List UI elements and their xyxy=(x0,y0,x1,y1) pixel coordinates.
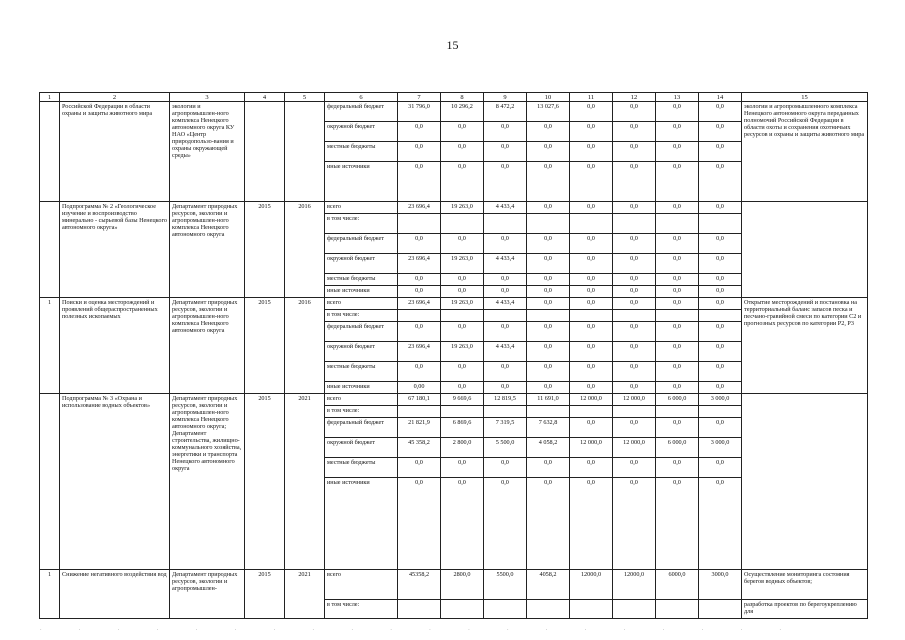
executor: Департамент природных ресурсов, экологии и агропромышлен-ного комплекса Ненецкого автономного округа xyxy=(170,202,245,298)
funding-value: 0,0 xyxy=(656,322,699,342)
funding-value xyxy=(527,214,570,234)
funding-value: 0,0 xyxy=(527,458,570,478)
page-number: 15 xyxy=(446,38,459,52)
funding-value: 4058,2 xyxy=(527,570,570,600)
funding-value: 0,0 xyxy=(570,342,613,362)
funding-source: окружной бюджет xyxy=(325,254,398,274)
funding-value: 12 000,0 xyxy=(570,438,613,458)
funding-source: в том числе: xyxy=(325,406,398,418)
funding-value: 0,0 xyxy=(570,202,613,214)
funding-value: 6000,0 xyxy=(656,570,699,600)
funding-value: 4 433,4 xyxy=(484,202,527,214)
funding-value: 19 263,0 xyxy=(441,202,484,214)
funding-value: 7 319,5 xyxy=(484,418,527,438)
funding-value: 0,0 xyxy=(699,274,742,286)
funding-value xyxy=(398,310,441,322)
funding-value: 0,0 xyxy=(613,286,656,298)
funding-value xyxy=(484,600,527,619)
funding-value: 0,0 xyxy=(656,162,699,202)
funding-value: 12000,0 xyxy=(570,570,613,600)
table-row xyxy=(40,102,868,122)
funding-source: местные бюджеты xyxy=(325,362,398,382)
program-funding-table xyxy=(39,92,868,619)
funding-value: 12000,0 xyxy=(613,570,656,600)
funding-value xyxy=(656,214,699,234)
funding-value xyxy=(699,214,742,234)
column-header: 2 xyxy=(60,93,170,102)
funding-value: 0,0 xyxy=(570,142,613,162)
column-header: 5 xyxy=(285,93,325,102)
column-header: 3 xyxy=(170,93,245,102)
funding-value: 0,0 xyxy=(527,142,570,162)
funding-value: 0,0 xyxy=(699,322,742,342)
funding-value: 0,0 xyxy=(441,142,484,162)
funding-value: 6 869,6 xyxy=(441,418,484,438)
program-name: Подпрограмма № 2 «Геологическое изучение и воспроизводство минерально - сырьевой базы Ненецкого автономного округа» xyxy=(60,202,170,298)
funding-value: 0,0 xyxy=(699,478,742,570)
funding-value: 0,0 xyxy=(699,202,742,214)
funding-value: 19 263,0 xyxy=(441,298,484,310)
funding-value: 0,0 xyxy=(441,362,484,382)
table-row xyxy=(40,394,868,406)
end-year: 2021 xyxy=(285,570,325,619)
funding-value: 0,0 xyxy=(484,234,527,254)
funding-value: 0,0 xyxy=(613,162,656,202)
funding-value xyxy=(699,600,742,619)
funding-value: 0,0 xyxy=(398,274,441,286)
funding-value xyxy=(484,214,527,234)
funding-value: 6 000,0 xyxy=(656,438,699,458)
funding-value: 0,0 xyxy=(656,342,699,362)
funding-value: 0,0 xyxy=(699,122,742,142)
funding-value: 0,0 xyxy=(656,382,699,394)
funding-value: 23 696,4 xyxy=(398,298,441,310)
funding-value: 8 472,2 xyxy=(484,102,527,122)
funding-value: 4 433,4 xyxy=(484,342,527,362)
funding-value: 0,0 xyxy=(527,162,570,202)
funding-value: 0,0 xyxy=(656,234,699,254)
funding-value: 0,0 xyxy=(570,382,613,394)
funding-value: 0,0 xyxy=(613,362,656,382)
funding-source: окружной бюджет xyxy=(325,342,398,362)
funding-source: иные источники xyxy=(325,478,398,570)
funding-value xyxy=(398,600,441,619)
funding-value: 0,0 xyxy=(699,342,742,362)
funding-value: 0,00 xyxy=(398,382,441,394)
funding-value: 0,0 xyxy=(527,322,570,342)
funding-value: 4 433,4 xyxy=(484,298,527,310)
funding-value: 12 000,0 xyxy=(613,438,656,458)
column-header: 10 xyxy=(527,93,570,102)
funding-value xyxy=(441,214,484,234)
funding-value: 0,0 xyxy=(441,274,484,286)
funding-value xyxy=(441,406,484,418)
funding-value: 0,0 xyxy=(699,234,742,254)
funding-source: окружной бюджет xyxy=(325,122,398,142)
column-header: 15 xyxy=(742,93,868,102)
funding-value: 21 821,9 xyxy=(398,418,441,438)
funding-value xyxy=(441,600,484,619)
funding-value: 0,0 xyxy=(613,274,656,286)
funding-value: 0,0 xyxy=(570,362,613,382)
funding-value: 0,0 xyxy=(527,342,570,362)
funding-value: 0,0 xyxy=(398,286,441,298)
executor: Департамент природных ресурсов, экологии и агропромышлен- xyxy=(170,570,245,619)
funding-value xyxy=(613,310,656,322)
program-name: Российской Федерации в области охраны и защиты животного мира xyxy=(60,102,170,202)
end-year: 2016 xyxy=(285,202,325,298)
funding-value: 0,0 xyxy=(570,162,613,202)
funding-value xyxy=(570,310,613,322)
funding-value: 0,0 xyxy=(484,162,527,202)
funding-value xyxy=(398,406,441,418)
funding-value: 0,0 xyxy=(441,122,484,142)
start-year: 2015 xyxy=(245,570,285,619)
funding-value: 0,0 xyxy=(398,142,441,162)
funding-value: 3 000,0 xyxy=(699,438,742,458)
funding-value: 0,0 xyxy=(527,362,570,382)
funding-value: 0,0 xyxy=(699,418,742,438)
funding-value xyxy=(527,406,570,418)
program-name: Подпрограмма № 3 «Охрана и использование водных объектов» xyxy=(60,394,170,570)
expected-result: Открытие месторождений и постановка на территориальный баланс запасов песка и песчано-гравийной смеси по категории С2 и прогнозных ресурсов по категории Р2, Р3 xyxy=(742,298,868,394)
funding-value: 0,0 xyxy=(699,286,742,298)
funding-value: 0,0 xyxy=(484,274,527,286)
expected-result: экологии и агропромышленного комплекса Ненецкого автономного округа переданных полномочий Российской Федерации в области охоты и сохранения охотничьих ресурсов и охраны и защиты животного мира xyxy=(742,102,868,202)
funding-source: иные источники xyxy=(325,286,398,298)
funding-value xyxy=(527,600,570,619)
column-header: 9 xyxy=(484,93,527,102)
funding-value: 7 632,8 xyxy=(527,418,570,438)
funding-value: 2800,0 xyxy=(441,570,484,600)
funding-value: 0,0 xyxy=(484,382,527,394)
funding-value: 23 696,4 xyxy=(398,342,441,362)
funding-value: 0,0 xyxy=(441,322,484,342)
funding-value: 2 800,0 xyxy=(441,438,484,458)
funding-value xyxy=(398,214,441,234)
funding-value: 0,0 xyxy=(527,254,570,274)
funding-value: 0,0 xyxy=(527,382,570,394)
funding-value xyxy=(527,310,570,322)
funding-value: 0,0 xyxy=(398,458,441,478)
funding-value: 0,0 xyxy=(484,286,527,298)
column-header: 11 xyxy=(570,93,613,102)
executor: Департамент природных ресурсов, экологии и агропромышлен-ного комплекса Ненецкого автономного округа xyxy=(170,298,245,394)
funding-value: 0,0 xyxy=(441,478,484,570)
column-header: 1 xyxy=(40,93,60,102)
funding-value: 0,0 xyxy=(656,362,699,382)
footer-marks: · · · · · · · · · · · · · · · · · · · · xyxy=(40,628,800,633)
start-year xyxy=(245,102,285,202)
funding-value: 0,0 xyxy=(527,122,570,142)
funding-source: всего xyxy=(325,570,398,600)
funding-value: 0,0 xyxy=(699,162,742,202)
expected-result: разработка проектов по берегоукреплению для xyxy=(742,600,868,619)
funding-source: местные бюджеты xyxy=(325,142,398,162)
funding-source: в том числе: xyxy=(325,310,398,322)
table-row xyxy=(40,202,868,214)
funding-value: 23 696,4 xyxy=(398,254,441,274)
funding-value: 31 796,0 xyxy=(398,102,441,122)
row-number xyxy=(40,202,60,298)
funding-value: 0,0 xyxy=(613,234,656,254)
funding-value xyxy=(613,214,656,234)
funding-source: иные источники xyxy=(325,382,398,394)
funding-value: 0,0 xyxy=(656,286,699,298)
funding-value: 0,0 xyxy=(484,458,527,478)
funding-value: 12 000,0 xyxy=(570,394,613,406)
funding-value: 0,0 xyxy=(656,274,699,286)
column-header: 8 xyxy=(441,93,484,102)
funding-value: 11 691,0 xyxy=(527,394,570,406)
funding-value: 10 296,2 xyxy=(441,102,484,122)
funding-value: 19 263,0 xyxy=(441,342,484,362)
funding-value: 0,0 xyxy=(398,122,441,142)
funding-value xyxy=(484,310,527,322)
funding-value: 0,0 xyxy=(527,274,570,286)
funding-value: 0,0 xyxy=(656,122,699,142)
expected-result xyxy=(742,202,868,298)
funding-value: 0,0 xyxy=(570,478,613,570)
funding-value: 0,0 xyxy=(527,478,570,570)
column-header: 12 xyxy=(613,93,656,102)
funding-value: 0,0 xyxy=(656,418,699,438)
funding-value: 0,0 xyxy=(656,478,699,570)
funding-value xyxy=(656,600,699,619)
end-year: 2016 xyxy=(285,298,325,394)
start-year: 2015 xyxy=(245,202,285,298)
column-header: 4 xyxy=(245,93,285,102)
program-name: Поиски и оценка месторождений и проявлений общераспространенных полезных ископаемых xyxy=(60,298,170,394)
row-number xyxy=(40,102,60,202)
funding-value: 12 819,5 xyxy=(484,394,527,406)
funding-value: 0,0 xyxy=(613,382,656,394)
funding-value: 0,0 xyxy=(484,362,527,382)
funding-value: 0,0 xyxy=(398,478,441,570)
funding-source: в том числе: xyxy=(325,214,398,234)
funding-value: 0,0 xyxy=(527,234,570,254)
funding-value: 0,0 xyxy=(656,458,699,478)
funding-value: 0,0 xyxy=(441,234,484,254)
funding-source: местные бюджеты xyxy=(325,458,398,478)
funding-value: 0,0 xyxy=(613,254,656,274)
funding-value: 0,0 xyxy=(699,142,742,162)
row-number: 1 xyxy=(40,570,60,619)
funding-value xyxy=(441,310,484,322)
funding-value: 0,0 xyxy=(613,142,656,162)
funding-value: 0,0 xyxy=(441,162,484,202)
funding-value xyxy=(613,600,656,619)
funding-source: всего xyxy=(325,394,398,406)
funding-value: 0,0 xyxy=(613,478,656,570)
funding-value: 0,0 xyxy=(570,234,613,254)
funding-value: 0,0 xyxy=(699,362,742,382)
column-header: 13 xyxy=(656,93,699,102)
funding-value: 5 500,0 xyxy=(484,438,527,458)
funding-value: 0,0 xyxy=(613,342,656,362)
funding-value: 0,0 xyxy=(527,202,570,214)
funding-value: 0,0 xyxy=(398,234,441,254)
funding-value: 0,0 xyxy=(613,102,656,122)
funding-value: 0,0 xyxy=(441,458,484,478)
funding-value: 0,0 xyxy=(656,254,699,274)
funding-value: 5500,0 xyxy=(484,570,527,600)
funding-value xyxy=(699,406,742,418)
funding-value: 0,0 xyxy=(613,202,656,214)
executor: Департамент природных ресурсов, экологии и агропромышлен-ного комплекса Ненецкого автономного округа; Департамент строительства, жилищно-коммунального хозяйства, энергетики и транспорта Ненецкого автономного округа xyxy=(170,394,245,570)
column-header: 7 xyxy=(398,93,441,102)
funding-source: федеральный бюджет xyxy=(325,418,398,438)
funding-value: 0,0 xyxy=(656,142,699,162)
funding-value: 45358,2 xyxy=(398,570,441,600)
funding-value: 0,0 xyxy=(527,286,570,298)
funding-source: федеральный бюджет xyxy=(325,234,398,254)
table-row xyxy=(40,570,868,600)
funding-value: 0,0 xyxy=(613,458,656,478)
funding-source: федеральный бюджет xyxy=(325,322,398,342)
funding-value: 0,0 xyxy=(656,298,699,310)
funding-value: 0,0 xyxy=(656,202,699,214)
funding-value: 0,0 xyxy=(570,322,613,342)
row-number xyxy=(40,394,60,570)
funding-value: 0,0 xyxy=(527,298,570,310)
funding-value: 0,0 xyxy=(484,142,527,162)
funding-value: 0,0 xyxy=(699,254,742,274)
funding-value: 0,0 xyxy=(570,254,613,274)
start-year: 2015 xyxy=(245,394,285,570)
funding-value: 0,0 xyxy=(613,418,656,438)
end-year xyxy=(285,102,325,202)
funding-value: 0,0 xyxy=(570,274,613,286)
funding-value: 0,0 xyxy=(570,458,613,478)
executor: экологии и агропромышлен-ного комплекса Ненецкого автономного округа КУ НАО «Центр природопользо-вания и охраны окружающей среды» xyxy=(170,102,245,202)
funding-source: окружной бюджет xyxy=(325,438,398,458)
funding-value: 0,0 xyxy=(570,286,613,298)
expected-result xyxy=(742,394,868,570)
table-row xyxy=(40,298,868,310)
funding-value xyxy=(656,310,699,322)
column-header: 6 xyxy=(325,93,398,102)
funding-value: 0,0 xyxy=(699,298,742,310)
start-year: 2015 xyxy=(245,298,285,394)
funding-value xyxy=(699,310,742,322)
funding-value: 0,0 xyxy=(699,458,742,478)
funding-value: 4 058,2 xyxy=(527,438,570,458)
funding-value: 67 180,1 xyxy=(398,394,441,406)
funding-value: 3 000,0 xyxy=(699,394,742,406)
funding-value xyxy=(484,406,527,418)
funding-source: в том числе: xyxy=(325,600,398,619)
funding-value xyxy=(656,406,699,418)
funding-value: 0,0 xyxy=(441,382,484,394)
funding-value: 0,0 xyxy=(484,478,527,570)
funding-value: 0,0 xyxy=(398,162,441,202)
funding-value: 0,0 xyxy=(570,102,613,122)
funding-source: федеральный бюджет xyxy=(325,102,398,122)
funding-value: 6 000,0 xyxy=(656,394,699,406)
funding-value: 0,0 xyxy=(398,362,441,382)
header-row xyxy=(40,93,868,102)
funding-value: 0,0 xyxy=(441,286,484,298)
funding-value: 0,0 xyxy=(570,298,613,310)
funding-source: всего xyxy=(325,298,398,310)
funding-value: 0,0 xyxy=(656,102,699,122)
funding-value: 3000,0 xyxy=(699,570,742,600)
column-header: 14 xyxy=(699,93,742,102)
funding-value: 0,0 xyxy=(484,322,527,342)
funding-value xyxy=(570,214,613,234)
funding-value: 0,0 xyxy=(570,122,613,142)
funding-value: 45 358,2 xyxy=(398,438,441,458)
end-year: 2021 xyxy=(285,394,325,570)
funding-value: 0,0 xyxy=(613,298,656,310)
funding-value: 4 433,4 xyxy=(484,254,527,274)
row-number: 1 xyxy=(40,298,60,394)
funding-value: 0,0 xyxy=(699,382,742,394)
funding-value: 0,0 xyxy=(484,122,527,142)
funding-value: 13 027,6 xyxy=(527,102,570,122)
funding-value xyxy=(613,406,656,418)
funding-value: 9 669,6 xyxy=(441,394,484,406)
funding-source: местные бюджеты xyxy=(325,274,398,286)
funding-value: 0,0 xyxy=(699,102,742,122)
funding-value: 23 696,4 xyxy=(398,202,441,214)
funding-value: 0,0 xyxy=(613,122,656,142)
program-name: Снижение негативного воздействия вод xyxy=(60,570,170,619)
expected-result: Осуществление мониторинга состояния берегов водных объектов; xyxy=(742,570,868,600)
funding-source: иные источники xyxy=(325,162,398,202)
funding-value: 19 263,0 xyxy=(441,254,484,274)
funding-value: 0,0 xyxy=(398,322,441,342)
funding-value: 0,0 xyxy=(613,322,656,342)
funding-value xyxy=(570,600,613,619)
funding-value: 0,0 xyxy=(570,418,613,438)
funding-value: 12 000,0 xyxy=(613,394,656,406)
funding-value xyxy=(570,406,613,418)
funding-source: всего xyxy=(325,202,398,214)
